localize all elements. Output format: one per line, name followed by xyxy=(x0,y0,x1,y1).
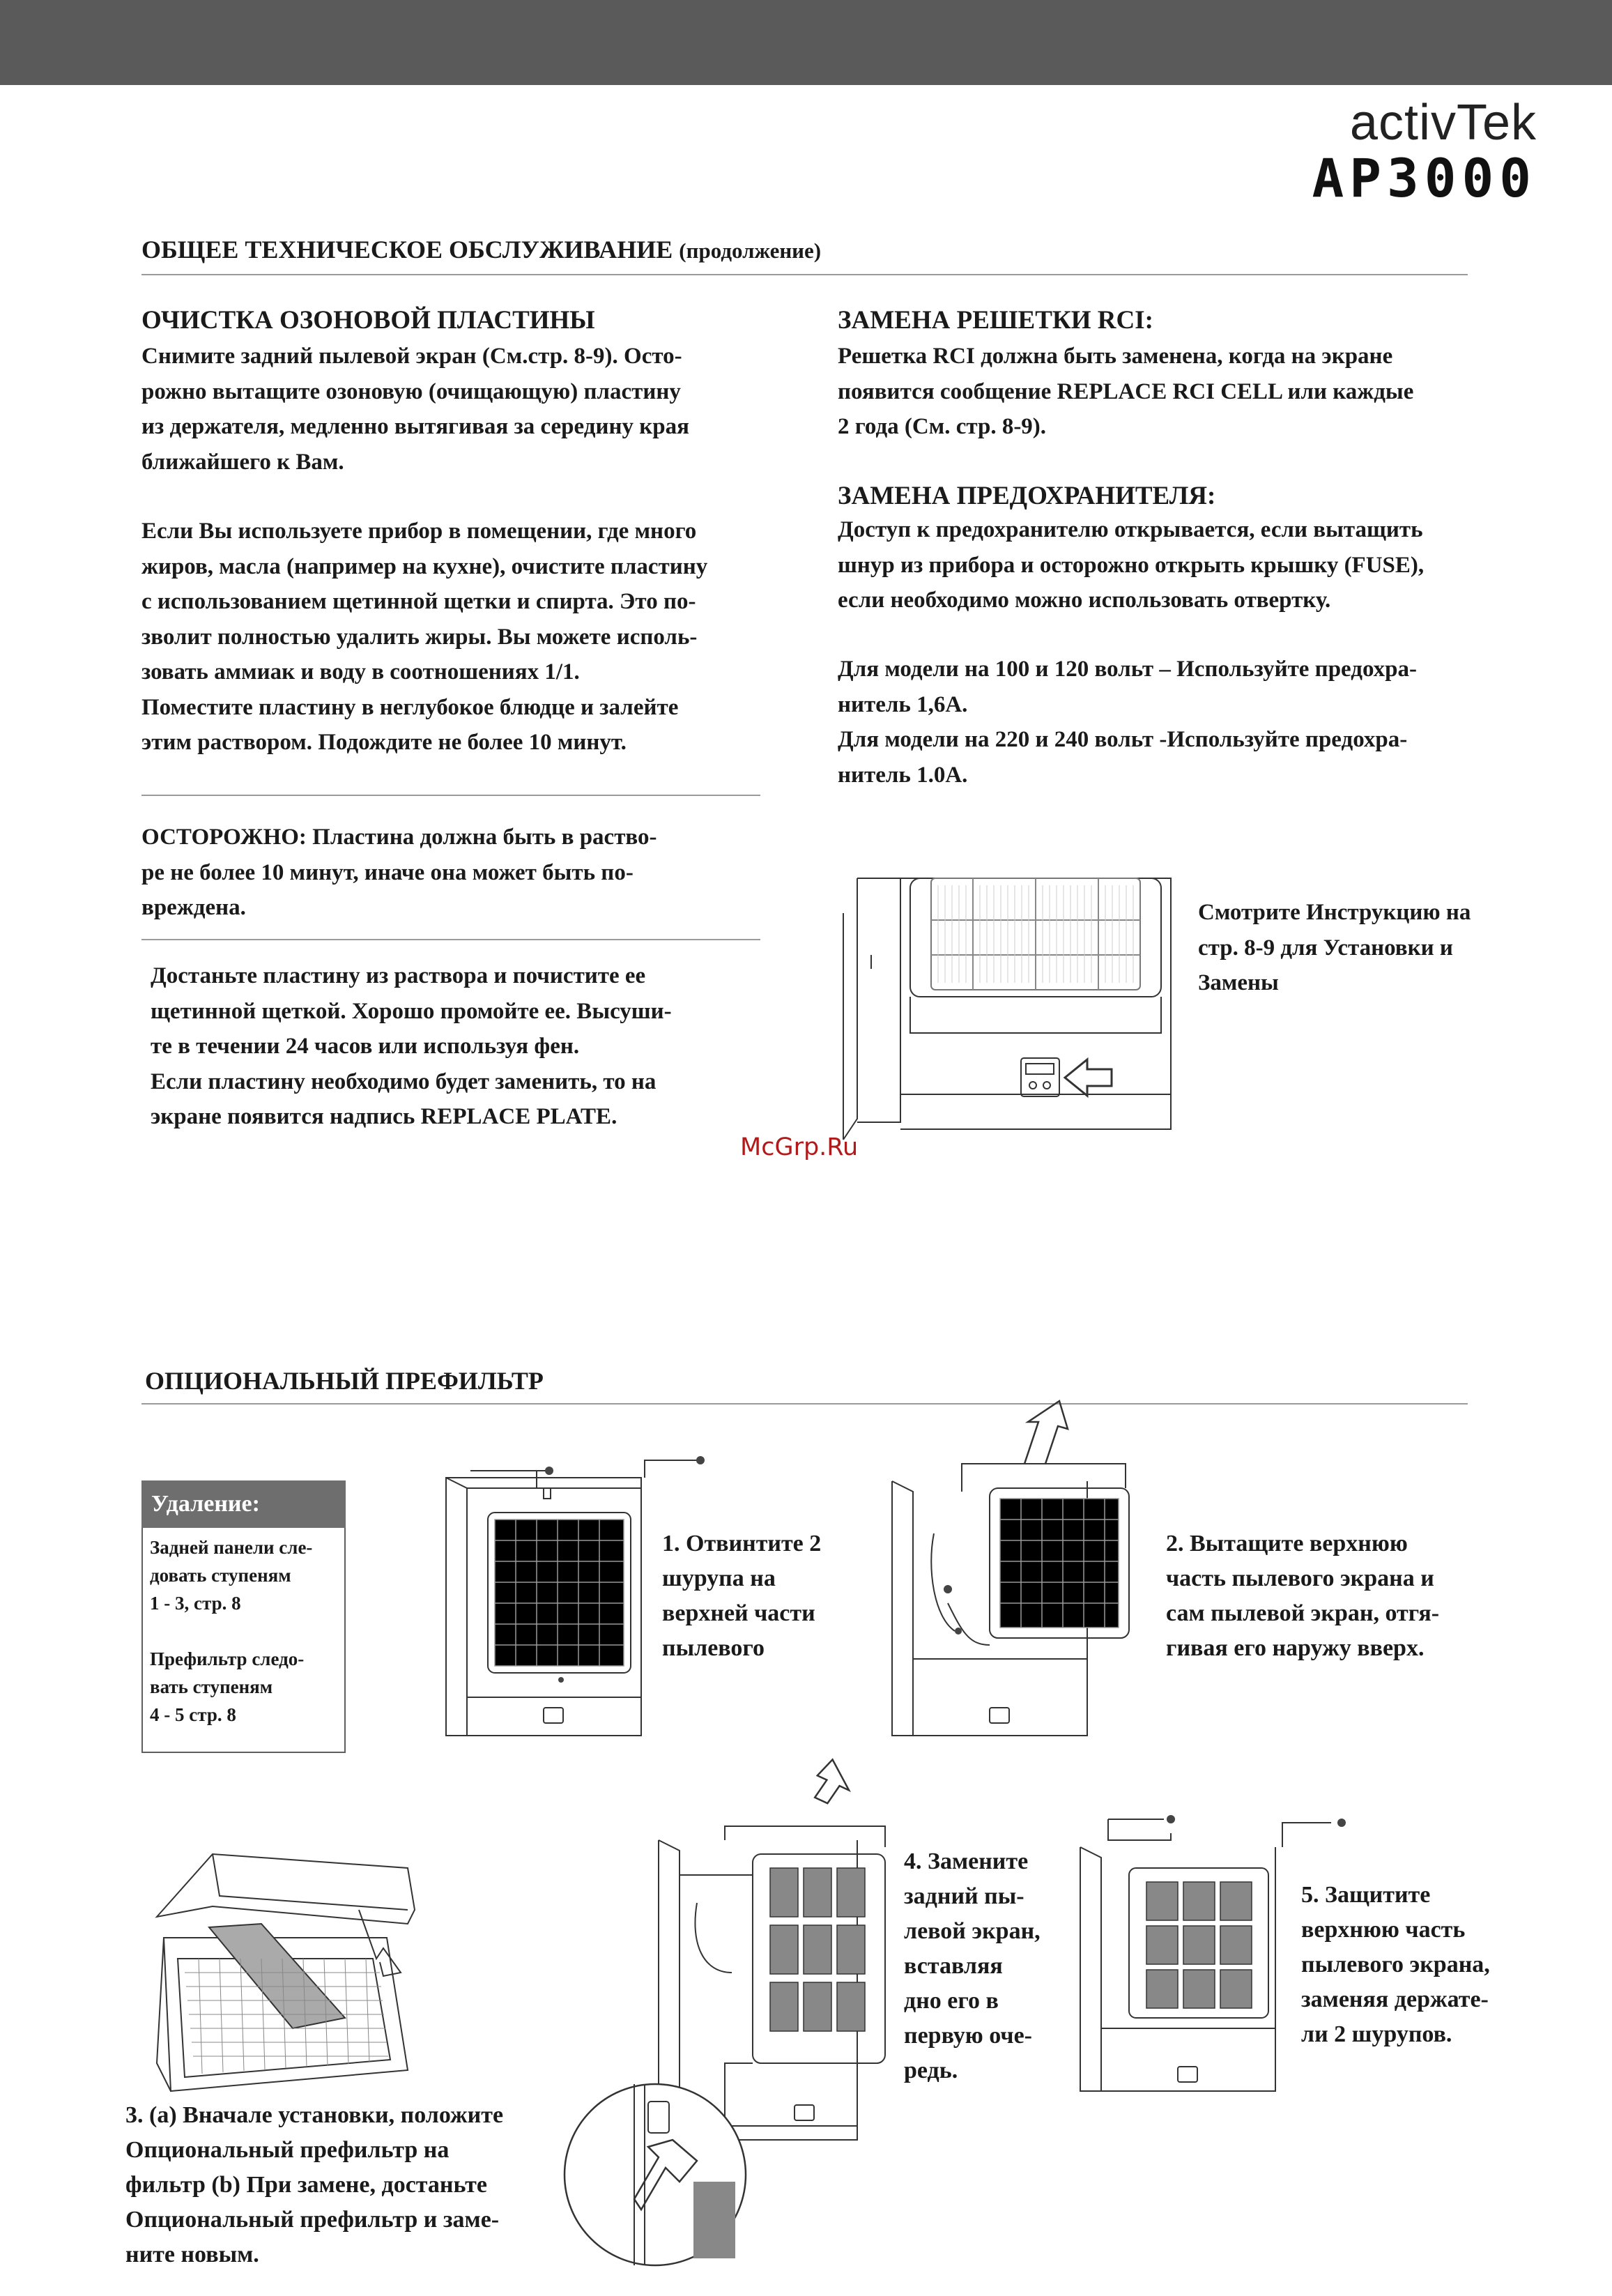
fuse-title: ЗАМЕНА ПРЕДОХРАНИТЕЛЯ: xyxy=(838,482,1216,510)
top-bar xyxy=(0,0,1612,85)
warning-text: Пластина должна быть в раство- ре не более 10 минут, иначе она может быть по- вреждена. xyxy=(141,825,657,920)
step3-text: 3. (а) Вначале установки, положите Опциональный префильтр на фильтр (b) При замене, достаньте Опциональный префильтр и заме- ните новым. xyxy=(125,2102,504,2267)
fuse-model-text: Для модели на 100 и 120 вольт – Используйте предохра- нитель 1,6А. Для модели на 220 и 240 вольт -Используйте предохра- нитель 1.0А. xyxy=(838,657,1417,788)
ozone-paragraph-3: Достаньте пластину из раствора и почистите ее щетинной щеткой. Хорошо промойте ее. Высуши- те в течении 24 часов или используя фен. Если пластину необходимо будет заменить, то на экране появится надпись REPLACE PLATE. xyxy=(151,963,672,1129)
brand-name: activTek xyxy=(1349,95,1537,151)
fuse-caption: Смотрите Инструкцию на стр. 8-9 для Установки и Замены xyxy=(1198,900,1471,995)
step3-illustration xyxy=(143,1840,422,2105)
step2-illustration xyxy=(885,1394,1136,1746)
warning-label: ОСТОРОЖНО: xyxy=(141,825,307,850)
step2-text: 2. Вытащите верхнюю часть пылевого экрана и сам пылевой экран, отгя- гивая его наружу вверх. xyxy=(1166,1531,1440,1661)
prefilter-title: ОПЦИОНАЛЬНЫЙ ПРЕФИЛЬТР xyxy=(145,1367,544,1395)
step5-text: 5. Защитите верхнюю часть пылевого экрана, заменяя держате- ли 2 шурупов. xyxy=(1301,1882,1490,2047)
rci-text: Решетка RCI должна быть заменена, когда на экране появится сообщение REPLACE RCI CELL или каждые 2 года (См. стр. 8-9). xyxy=(838,344,1414,439)
watermark: McGrp.Ru xyxy=(740,1133,859,1161)
fuse-illustration xyxy=(843,871,1185,1140)
page-title-sub: (продолжение) xyxy=(679,238,822,263)
page-title-main: ОБЩЕЕ ТЕХНИЧЕСКОЕ ОБСЛУЖИВАНИЕ xyxy=(141,236,673,263)
divider xyxy=(141,795,760,796)
ozone-title: ОЧИСТКА ОЗОНОВОЙ ПЛАСТИНЫ xyxy=(141,306,595,335)
step1-text: 1. Отвинтите 2 шурупа на верхней части пылевого xyxy=(662,1531,822,1661)
ozone-warning xyxy=(141,820,811,926)
rci-title: ЗАМЕНА РЕШЕТКИ RCI: xyxy=(838,306,1153,335)
brand-model: AP3000 xyxy=(1312,147,1537,209)
fuse-text: Доступ к предохранителю открывается, если вытащить шнур из прибора и осторожно открыть крышку (FUSE), если необходимо можно использовать отвертку. xyxy=(838,517,1425,613)
divider xyxy=(141,1403,1468,1405)
divider xyxy=(141,939,760,940)
removal-box-text-1: Задней панели сле- довать ступеням 1 - 3, стр. 8 xyxy=(150,1537,313,1614)
removal-box-title: Удаление: xyxy=(141,1480,346,1528)
ozone-paragraph-1: Снимите задний пылевой экран (См.стр. 8-9). Осто- рожно вытащите озоновую (очищающую) пластину из держателя, медленно вытягивая за середину края ближайшего к Вам. xyxy=(141,344,689,475)
step4-text: 4. Замените задний пы- левой экран, вставляя дно его в первую оче- редь. xyxy=(904,1849,1041,2083)
step4-illustration xyxy=(585,1763,892,2272)
page-title xyxy=(141,237,821,262)
removal-box-text-2: Префильтр следо- вать ступеням 4 - 5 стр. 8 xyxy=(150,1648,305,1725)
divider xyxy=(141,274,1468,275)
ozone-paragraph-2: Если Вы используете прибор в помещении, где много жиров, масла (например на кухне), очистите пластину с использованием щетинной щетки и спирта. Это по- зволит полностью удалить жиры. Вы можете исполь- зовать аммиак и воду в соотношениях 1/1. Поместите пластину в неглубокое блюдце и залейте этим раствором. Подождите не более 10 минут. xyxy=(141,519,708,755)
